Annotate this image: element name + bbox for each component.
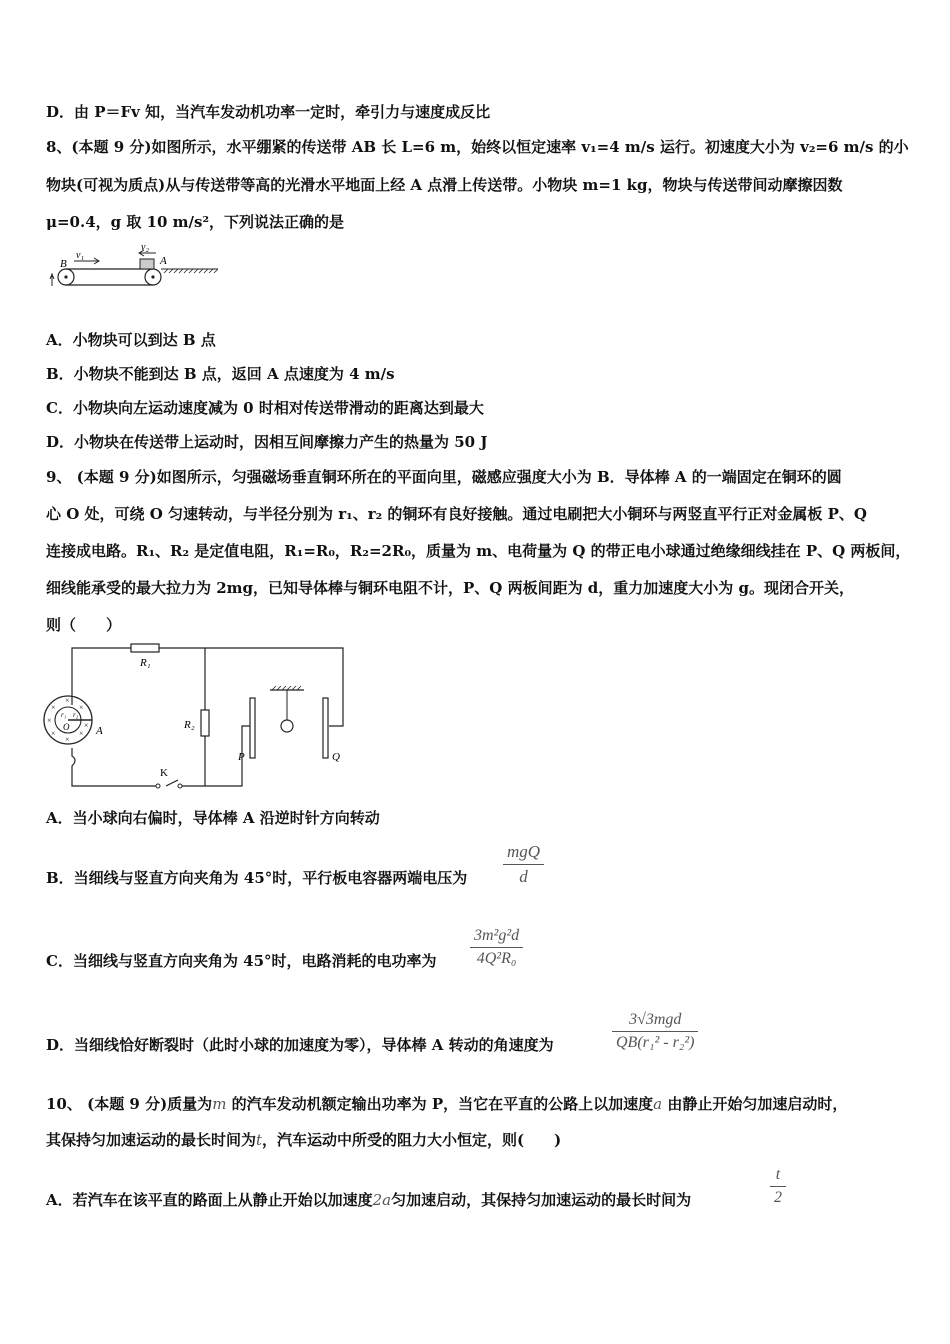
label-o: O xyxy=(63,722,70,732)
q9-stem-line-2: 心 O 处，可绕 O 匀速转动，与半径分别为 r₁、r₂ 的铜环有良好接触。通过电刷把大小铜环与两竖直平行正对金属板 P、Q xyxy=(46,505,867,523)
q9-option-c: C．当细线与竖直方向夹角为 45°时，电路消耗的电功率为 xyxy=(46,952,437,970)
svg-text:×: × xyxy=(79,729,84,738)
q9-stem-line-4: 细线能承受的最大拉力为 2mg，已知导体棒与铜环电阻不计，P、Q 两板间距为 d，重力加速度大小为 g。现闭合开关， xyxy=(46,579,855,597)
fraction-denominator: d xyxy=(519,867,528,886)
q10-option-a-part: 匀加速启动，其保持匀加速运动的最长时间为 xyxy=(391,1191,692,1209)
q9-option-b: B．当细线与竖直方向夹角为 45°时，平行板电容器两端电压为 xyxy=(46,869,468,887)
q9-stem-line-3: 连接成电路。R₁、R₂ 是定值电阻，R₁=R₀，R₂=2R₀，质量为 m、电荷量为 Q 的带正电小球通过绝缘细线挂在 P、Q 两板间， xyxy=(46,542,911,560)
svg-text:×: × xyxy=(51,703,56,712)
svg-text:×: × xyxy=(65,735,70,744)
fraction-denominator: 4Q²R₀ xyxy=(476,950,517,967)
fraction-denominator: QB(r₁² - r₂²) xyxy=(616,1034,695,1051)
q10-stem-line-1 xyxy=(46,1094,847,1114)
q9-stem-line-1: 9、 (本题 9 分)如图所示，匀强磁场垂直铜环所在的平面向里，磁感应强度大小为 B．导体棒 A 的一端固定在铜环的圆 xyxy=(46,468,842,486)
conveyor-belt-figure xyxy=(40,240,230,292)
q10-stem-line-2 xyxy=(46,1130,561,1150)
fraction-numerator: t xyxy=(775,1166,781,1183)
math-m: m xyxy=(212,1095,227,1113)
fraction-numerator: mgQ xyxy=(507,842,541,861)
q10-stem-part: 由静止开始匀加速启动时， xyxy=(667,1095,848,1113)
q8-option-a: A．小物块可以到达 B 点 xyxy=(46,331,216,349)
q10-stem-part: ，汽车运动中所受的阻力大小恒定，则( ) xyxy=(262,1131,562,1149)
q8-option-d: D．小物块在传送带上运动时，因相互间摩擦力产生的热量为 50 J xyxy=(46,433,488,451)
q9-option-d: D．当细线恰好断裂时（此时小球的加速度为零），导体棒 A 转动的角速度为 xyxy=(46,1036,554,1054)
q9-stem-line-5: 则（ ） xyxy=(46,616,122,634)
math-2a: 2a xyxy=(372,1191,392,1209)
label-q: Q xyxy=(332,751,340,763)
resistor-r1 xyxy=(131,644,159,652)
q10-option-a-part: A．若汽车在该平直的路面上从静止开始以加速度 xyxy=(46,1191,373,1209)
label-r1-ring: r₁ xyxy=(61,711,67,719)
q8-stem-line-3: μ=0.4，g 取 10 m/s²，下列说法正确的是 xyxy=(46,213,345,231)
q9-option-a: A．当小球向右偏时，导体棒 A 沿逆时针方向转动 xyxy=(46,809,380,827)
q10-option-a xyxy=(46,1190,691,1210)
label-v2: v₂ xyxy=(141,242,149,253)
resistor-r2 xyxy=(201,710,209,736)
q8-stem-line-2: 物块(可视为质点)从与传送带等高的光滑水平地面上经 A 点滑上传送带。小物块 m=1 kg，物块与传送带间动摩擦因数 xyxy=(46,176,843,194)
label-r2: R₂ xyxy=(184,719,195,731)
math-t: t xyxy=(256,1131,263,1149)
math-a: a xyxy=(653,1095,663,1113)
pendulum xyxy=(270,686,304,732)
q8-option-c: C．小物块向左运动速度减为 0 时相对传送带滑动的距离达到最大 xyxy=(46,399,484,417)
circuit-figure xyxy=(38,640,358,795)
q8-option-b: B．小物块不能到达 B 点，返回 A 点速度为 4 m/s xyxy=(46,365,395,383)
svg-text:×: × xyxy=(51,729,56,738)
svg-text:×: × xyxy=(84,721,89,730)
label-p: P xyxy=(238,751,245,763)
block xyxy=(140,259,154,269)
q10-stem-part: 10、 (本题 9 分)质量为 xyxy=(46,1095,213,1113)
plate-q xyxy=(323,698,328,758)
q10-stem-part: 其保持匀加速运动的最长时间为 xyxy=(46,1131,257,1149)
q8-stem-line-1: 8、(本题 9 分)如图所示，水平绷紧的传送带 AB 长 L=6 m，始终以恒定速率 v₁=4 m/s 运行。初速度大小为 v₂=6 m/s 的小 xyxy=(46,138,909,156)
label-v1: v₁ xyxy=(76,250,84,261)
q10-option-a-fraction xyxy=(770,1166,786,1207)
fraction-numerator: 3m²g²d xyxy=(474,927,520,944)
label-r2-ring: r₂ xyxy=(73,711,79,719)
label-a: A xyxy=(160,255,167,267)
conveyor-belt xyxy=(58,269,161,285)
copper-rings xyxy=(44,696,92,744)
fraction-denominator: 2 xyxy=(774,1189,782,1206)
plate-p xyxy=(250,698,255,758)
q10-stem-part: 的汽车发动机额定输出功率为 P，当它在平直的公路上以加速度 xyxy=(231,1095,654,1113)
q9-option-b-fraction xyxy=(503,842,544,887)
q7-option-d: D．由 P＝Fv 知，当汽车发动机功率一定时，牵引力与速度成反比 xyxy=(46,103,491,121)
fraction-numerator: 3√3mgd xyxy=(629,1011,682,1028)
svg-text:×: × xyxy=(47,716,52,725)
q9-option-c-fraction xyxy=(470,927,523,968)
svg-text:×: × xyxy=(65,696,70,705)
q9-option-d-fraction xyxy=(612,1011,698,1052)
svg-text:×: × xyxy=(79,703,84,712)
ground-surface xyxy=(161,269,218,273)
label-k: K xyxy=(160,767,168,779)
label-b: B xyxy=(60,258,67,270)
label-r1: R₁ xyxy=(140,657,151,669)
label-a: A xyxy=(96,725,103,737)
